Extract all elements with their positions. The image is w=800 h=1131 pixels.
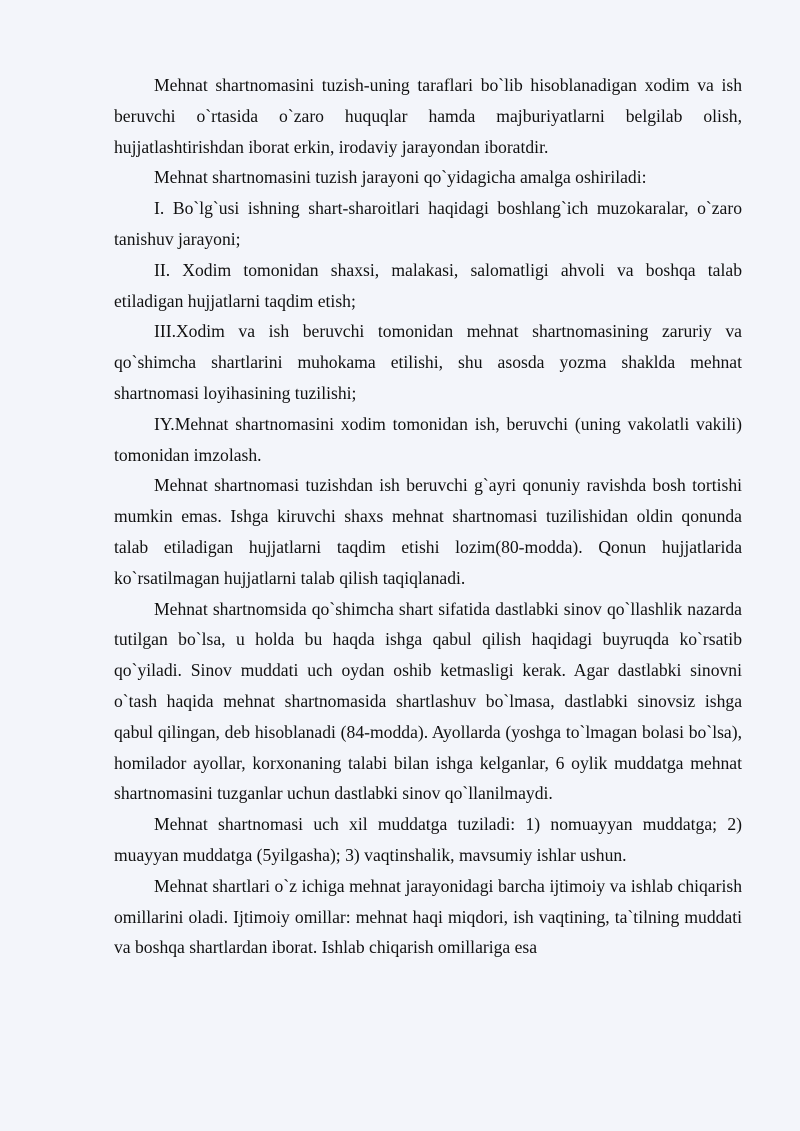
paragraph-stage-2: II. Xodim tomonidan shaxsi, malakasi, salomatligi ahvoli va boshqa talab etiladigan hujjatlarni taqdim etish; (114, 259, 742, 311)
paragraph-refusal: Mehnat shartnomasi tuzishdan ish beruvchi g`ayri qonuniy ravishda bosh tortishi mumkin emas. Ishga kiruvchi shaxs mehnat shartnomasi tuzilishidan oldin qonunda talab etiladigan hujjatlarni taqdim etishi lozim(80-modda). Qonun hujjatlarida ko`rsatilmagan hujjatlarni talab qilish taqiqlanadi. (114, 475, 742, 588)
paragraph-process-intro: Mehnat shartnomasini tuzish jarayoni qo`yidagicha amalga oshiriladi: (154, 167, 647, 188)
paragraph-stage-3: III.Xodim va ish beruvchi tomonidan mehnat shartnomasining zaruriy va qo`shimcha shartlarini muhokama etilishi, shu asosda yozma shaklda mehnat shartnomasi loyihasining tuzilishi; (114, 321, 742, 403)
paragraph-definition: Mehnat shartnomasini tuzish-uning taraflari bo`lib hisoblanadigan xodim va ish beruvchi o`rtasida o`zaro huquqlar hamda majburiyatlarni belgilab olish, hujjatlashtirishdan iborat erkin, irodaviy jarayondan iboratdir. (114, 75, 742, 157)
paragraph-stage-1: I. Bo`lg`usi ishning shart-sharoitlari haqidagi boshlang`ich muzokaralar, o`zaro tanishuv jarayoni; (114, 198, 742, 249)
paragraph-working-conditions: Mehnat shartlari o`z ichiga mehnat jarayonidagi barcha ijtimoiy va ishlab chiqarish omillarini oladi. Ijtimoiy omillar: mehnat haqi miqdori, ish vaqtining, ta`tilning muddati va boshqa shartlardan iborat. Ishlab chiqarish omillariga esa (114, 875, 742, 958)
paragraph-probation: Mehnat shartnomsida qo`shimcha shart sifatida dastlabki sinov qo`llashlik nazarda tutilgan bo`lsa, u holda bu haqda ishga qabul qilish haqidagi buyruqda ko`rsatib qo`yiladi. Sinov muddati uch oydan oshib ketmasligi kerak. Agar dastlabki sinovni o`tash haqida mehnat shartnomasida shartlashuv bo`lmasa, dastlabki sinovsiz ishga qabul qilingan, deb hisoblanadi (84-modda). Ayollarda (yoshga to`lmagan bolasi bo`lsa), homilador ayollar, korxonaning talabi bilan ishga kelganlar, 6 oylik muddatga mehnat shartnomasini tuzganlar uchun dastlabki sinov qo`llanilmaydi. (114, 598, 742, 804)
paragraph-stage-4: IY.Mehnat shartnomasini xodim tomonidan ish, beruvchi (uning vakolatli vakili) tomonidan imzolash. (114, 413, 742, 465)
paragraph-contract-terms: Mehnat shartnomasi uch xil muddatga tuziladi: 1) nomuayyan muddatga; 2) muayyan muddatga (5yilgasha); 3) vaqtinshalik, mavsumiy ishlar ushun. (114, 814, 742, 865)
